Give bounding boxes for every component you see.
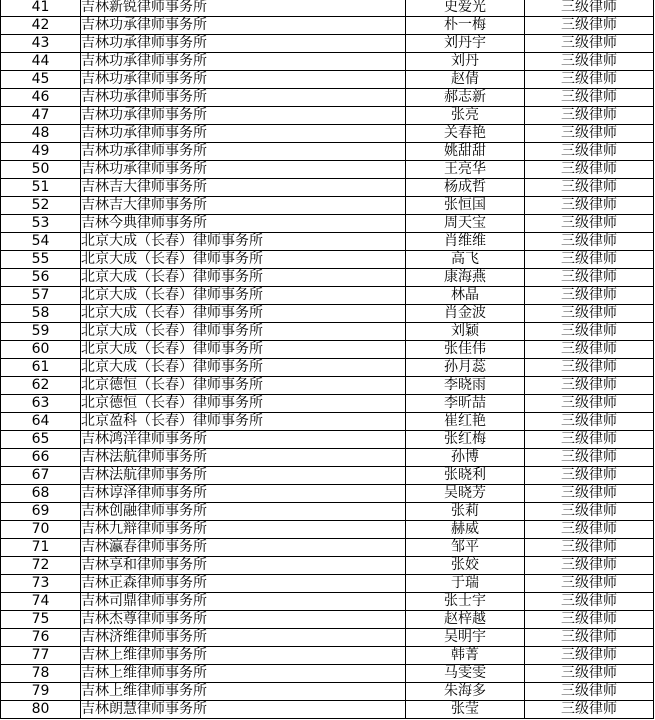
lawyer-rank-cell: 三级律师 [525, 467, 654, 485]
law-firm-cell: 北京大成（长春）律师事务所 [81, 233, 406, 251]
law-firm-cell: 北京大成（长春）律师事务所 [81, 323, 406, 341]
law-firm-cell: 北京大成（长春）律师事务所 [81, 269, 406, 287]
lawyer-name-cell: 张佳伟 [406, 341, 525, 359]
row-number-cell: 61 [1, 359, 81, 377]
row-number-cell: 44 [1, 53, 81, 71]
lawyer-rank-cell: 三级律师 [525, 557, 654, 575]
row-number-cell: 78 [1, 665, 81, 683]
lawyer-rank-cell: 三级律师 [525, 683, 654, 701]
lawyer-rank-cell: 三级律师 [525, 539, 654, 557]
lawyer-rank-cell: 三级律师 [525, 341, 654, 359]
lawyer-name-cell: 刘丹宇 [406, 35, 525, 53]
lawyer-name-cell: 肖金波 [406, 305, 525, 323]
lawyer-rank-cell: 三级律师 [525, 17, 654, 35]
law-firm-cell: 吉林新锐律师事务所 [81, 0, 406, 17]
lawyer-name-cell: 韩菁 [406, 647, 525, 665]
law-firm-cell: 吉林杰尊律师事务所 [81, 611, 406, 629]
lawyer-rank-cell: 三级律师 [525, 395, 654, 413]
table-row [1, 179, 654, 197]
row-number-cell: 58 [1, 305, 81, 323]
lawyer-name-cell: 吴晓芳 [406, 485, 525, 503]
law-firm-cell: 北京大成（长春）律师事务所 [81, 287, 406, 305]
lawyer-name-cell: 孙博 [406, 449, 525, 467]
table-row [1, 17, 654, 35]
law-firm-cell: 吉林享和律师事务所 [81, 557, 406, 575]
law-firm-cell: 北京大成（长春）律师事务所 [81, 341, 406, 359]
table-row [1, 557, 654, 575]
table-row [1, 521, 654, 539]
law-firm-cell: 吉林吉大律师事务所 [81, 179, 406, 197]
lawyer-rank-cell: 三级律师 [525, 629, 654, 647]
table-row [1, 467, 654, 485]
lawyer-name-cell: 肖维维 [406, 233, 525, 251]
law-firm-cell: 吉林鸿洋律师事务所 [81, 431, 406, 449]
lawyer-name-cell: 邹平 [406, 539, 525, 557]
law-firm-cell: 吉林今典律师事务所 [81, 215, 406, 233]
row-number-cell: 56 [1, 269, 81, 287]
lawyer-name-cell: 张晓利 [406, 467, 525, 485]
table-row [1, 683, 654, 701]
table-row [1, 449, 654, 467]
law-firm-cell: 北京德恒（长春）律师事务所 [81, 377, 406, 395]
law-firm-cell: 吉林功承律师事务所 [81, 71, 406, 89]
row-number-cell: 69 [1, 503, 81, 521]
lawyer-rank-cell: 三级律师 [525, 413, 654, 431]
row-number-cell: 70 [1, 521, 81, 539]
row-number-cell: 54 [1, 233, 81, 251]
lawyer-rank-cell: 三级律师 [525, 701, 654, 719]
lawyer-rank-cell: 三级律师 [525, 71, 654, 89]
row-number-cell: 80 [1, 701, 81, 719]
row-number-cell: 72 [1, 557, 81, 575]
law-firm-cell: 吉林朗慧律师事务所 [81, 701, 406, 719]
lawyer-name-cell: 郝志新 [406, 89, 525, 107]
row-number-cell: 75 [1, 611, 81, 629]
lawyer-name-cell: 朱海多 [406, 683, 525, 701]
law-firm-cell: 北京大成（长春）律师事务所 [81, 305, 406, 323]
lawyer-rank-cell: 三级律师 [525, 359, 654, 377]
table-row [1, 215, 654, 233]
table-row [1, 395, 654, 413]
lawyer-name-cell: 张莹 [406, 701, 525, 719]
lawyer-rank-cell: 三级律师 [525, 161, 654, 179]
lawyer-rank-cell: 三级律师 [525, 449, 654, 467]
lawyer-name-cell: 张红梅 [406, 431, 525, 449]
row-number-cell: 77 [1, 647, 81, 665]
law-firm-cell: 吉林功承律师事务所 [81, 143, 406, 161]
row-number-cell: 43 [1, 35, 81, 53]
lawyer-name-cell: 吴明宇 [406, 629, 525, 647]
lawyer-name-cell: 关春艳 [406, 125, 525, 143]
law-firm-cell: 吉林上维律师事务所 [81, 647, 406, 665]
lawyer-name-cell: 孙月蕊 [406, 359, 525, 377]
lawyer-rank-cell: 三级律师 [525, 179, 654, 197]
row-number-cell: 76 [1, 629, 81, 647]
row-number-cell: 74 [1, 593, 81, 611]
row-number-cell: 51 [1, 179, 81, 197]
row-number-cell: 66 [1, 449, 81, 467]
table-row [1, 647, 654, 665]
table-row [1, 539, 654, 557]
law-firm-cell: 吉林法航律师事务所 [81, 449, 406, 467]
lawyer-name-cell: 王亮华 [406, 161, 525, 179]
row-number-cell: 42 [1, 17, 81, 35]
roster-table-body [1, 0, 654, 719]
row-number-cell: 64 [1, 413, 81, 431]
table-row [1, 413, 654, 431]
lawyer-name-cell: 刘颖 [406, 323, 525, 341]
lawyer-rank-cell: 三级律师 [525, 503, 654, 521]
table-row [1, 269, 654, 287]
lawyer-rank-cell: 三级律师 [525, 197, 654, 215]
lawyer-name-cell: 高飞 [406, 251, 525, 269]
lawyer-name-cell: 赵倩 [406, 71, 525, 89]
law-firm-cell: 吉林谆泽律师事务所 [81, 485, 406, 503]
table-row [1, 629, 654, 647]
table-row [1, 233, 654, 251]
table-row [1, 575, 654, 593]
lawyer-rank-cell: 三级律师 [525, 521, 654, 539]
law-firm-cell: 吉林功承律师事务所 [81, 53, 406, 71]
row-number-cell: 48 [1, 125, 81, 143]
table-row [1, 71, 654, 89]
table-row [1, 125, 654, 143]
lawyer-rank-cell: 三级律师 [525, 125, 654, 143]
lawyer-rank-cell: 三级律师 [525, 287, 654, 305]
row-number-cell: 67 [1, 467, 81, 485]
lawyer-rank-cell: 三级律师 [525, 611, 654, 629]
lawyer-rank-cell: 三级律师 [525, 107, 654, 125]
lawyer-rank-cell: 三级律师 [525, 233, 654, 251]
table-row [1, 701, 654, 719]
law-firm-cell: 吉林功承律师事务所 [81, 89, 406, 107]
lawyer-rank-cell: 三级律师 [525, 53, 654, 71]
table-row [1, 197, 654, 215]
lawyer-rank-cell: 三级律师 [525, 0, 654, 17]
lawyer-rank-cell: 三级律师 [525, 215, 654, 233]
law-firm-cell: 吉林吉大律师事务所 [81, 197, 406, 215]
lawyer-rank-cell: 三级律师 [525, 305, 654, 323]
lawyer-name-cell: 史爱光 [406, 0, 525, 17]
table-row [1, 0, 654, 17]
lawyer-rank-cell: 三级律师 [525, 251, 654, 269]
lawyer-name-cell: 于瑞 [406, 575, 525, 593]
row-number-cell: 59 [1, 323, 81, 341]
lawyer-rank-cell: 三级律师 [525, 647, 654, 665]
row-number-cell: 55 [1, 251, 81, 269]
lawyer-name-cell: 林晶 [406, 287, 525, 305]
lawyer-rank-cell: 三级律师 [525, 377, 654, 395]
lawyer-rank-cell: 三级律师 [525, 89, 654, 107]
row-number-cell: 71 [1, 539, 81, 557]
row-number-cell: 46 [1, 89, 81, 107]
lawyer-rank-cell: 三级律师 [525, 575, 654, 593]
lawyer-rank-cell: 三级律师 [525, 35, 654, 53]
row-number-cell: 49 [1, 143, 81, 161]
table-row [1, 107, 654, 125]
row-number-cell: 79 [1, 683, 81, 701]
table-row [1, 251, 654, 269]
table-row [1, 35, 654, 53]
row-number-cell: 41 [1, 0, 81, 17]
row-number-cell: 73 [1, 575, 81, 593]
row-number-cell: 60 [1, 341, 81, 359]
lawyer-name-cell: 张姣 [406, 557, 525, 575]
lawyer-name-cell: 张莉 [406, 503, 525, 521]
law-firm-cell: 吉林瀛春律师事务所 [81, 539, 406, 557]
lawyer-name-cell: 李昕喆 [406, 395, 525, 413]
law-firm-cell: 吉林法航律师事务所 [81, 467, 406, 485]
row-number-cell: 63 [1, 395, 81, 413]
law-firm-cell: 吉林济维律师事务所 [81, 629, 406, 647]
table-row [1, 665, 654, 683]
lawyer-name-cell: 赵梓越 [406, 611, 525, 629]
row-number-cell: 62 [1, 377, 81, 395]
law-firm-cell: 吉林上维律师事务所 [81, 683, 406, 701]
lawyer-rank-cell: 三级律师 [525, 593, 654, 611]
lawyer-name-cell: 张恒国 [406, 197, 525, 215]
table-row [1, 161, 654, 179]
lawyer-name-cell: 康海燕 [406, 269, 525, 287]
table-row [1, 287, 654, 305]
law-firm-cell: 吉林功承律师事务所 [81, 17, 406, 35]
row-number-cell: 53 [1, 215, 81, 233]
row-number-cell: 68 [1, 485, 81, 503]
row-number-cell: 47 [1, 107, 81, 125]
lawyer-name-cell: 周天宝 [406, 215, 525, 233]
law-firm-cell: 吉林司鼎律师事务所 [81, 593, 406, 611]
row-number-cell: 57 [1, 287, 81, 305]
table-row [1, 359, 654, 377]
law-firm-cell: 吉林正森律师事务所 [81, 575, 406, 593]
table-row [1, 323, 654, 341]
table-row [1, 377, 654, 395]
table-row [1, 305, 654, 323]
lawyer-name-cell: 李晓雨 [406, 377, 525, 395]
law-firm-cell: 吉林九辩律师事务所 [81, 521, 406, 539]
row-number-cell: 45 [1, 71, 81, 89]
lawyer-name-cell: 杨成哲 [406, 179, 525, 197]
lawyer-name-cell: 朴一梅 [406, 17, 525, 35]
lawyer-rank-cell: 三级律师 [525, 665, 654, 683]
law-firm-cell: 吉林上维律师事务所 [81, 665, 406, 683]
lawyer-rank-cell: 三级律师 [525, 431, 654, 449]
law-firm-cell: 吉林功承律师事务所 [81, 125, 406, 143]
lawyer-name-cell: 刘丹 [406, 53, 525, 71]
lawyer-rank-cell: 三级律师 [525, 485, 654, 503]
table-row [1, 53, 654, 71]
row-number-cell: 50 [1, 161, 81, 179]
law-firm-cell: 北京德恒（长春）律师事务所 [81, 395, 406, 413]
lawyer-name-cell: 张亮 [406, 107, 525, 125]
table-row [1, 485, 654, 503]
law-firm-cell: 吉林功承律师事务所 [81, 107, 406, 125]
lawyer-name-cell: 赫威 [406, 521, 525, 539]
lawyer-name-cell: 张士宇 [406, 593, 525, 611]
lawyer-name-cell: 马雯雯 [406, 665, 525, 683]
law-firm-cell: 吉林功承律师事务所 [81, 35, 406, 53]
row-number-cell: 65 [1, 431, 81, 449]
law-firm-cell: 北京大成（长春）律师事务所 [81, 359, 406, 377]
lawyer-rank-cell: 三级律师 [525, 143, 654, 161]
table-row [1, 341, 654, 359]
table-row [1, 143, 654, 161]
lawyer-name-cell: 姚甜甜 [406, 143, 525, 161]
law-firm-cell: 吉林创融律师事务所 [81, 503, 406, 521]
lawyer-name-cell: 崔红艳 [406, 413, 525, 431]
table-row [1, 503, 654, 521]
law-firm-cell: 北京盈科（长春）律师事务所 [81, 413, 406, 431]
lawyer-rank-cell: 三级律师 [525, 269, 654, 287]
row-number-cell: 52 [1, 197, 81, 215]
law-firm-cell: 北京大成（长春）律师事务所 [81, 251, 406, 269]
table-row [1, 431, 654, 449]
law-firm-cell: 吉林功承律师事务所 [81, 161, 406, 179]
lawyer-rank-cell: 三级律师 [525, 323, 654, 341]
table-row [1, 89, 654, 107]
table-row [1, 611, 654, 629]
table-row [1, 593, 654, 611]
